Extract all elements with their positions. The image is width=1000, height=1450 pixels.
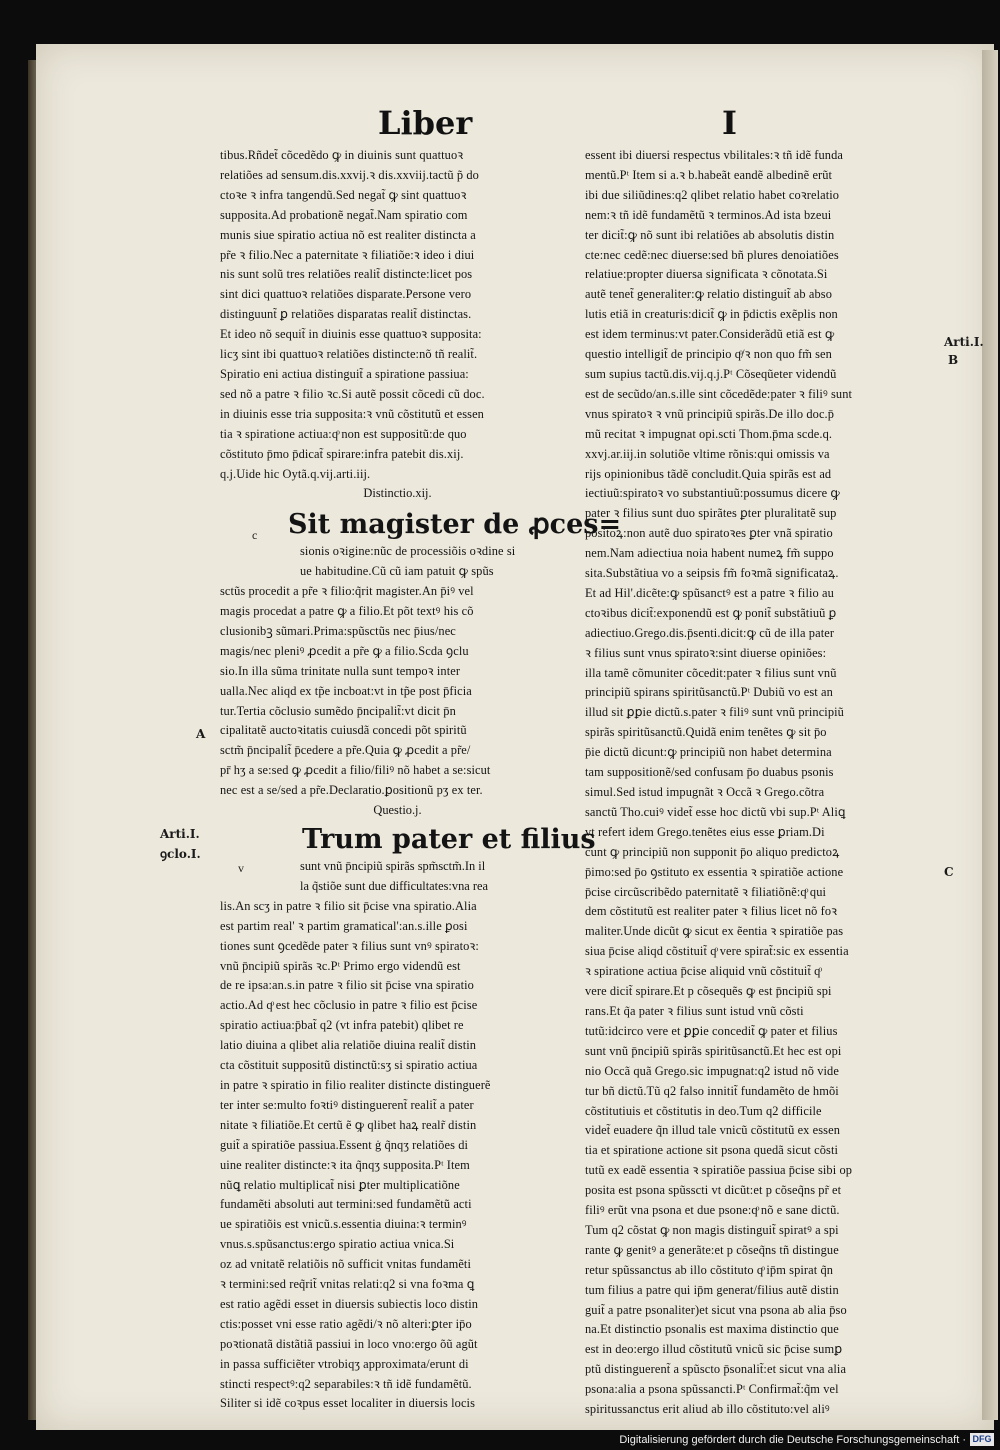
- text-line: positoꝝ:non autẽ duo spiratoꝛes ꝑter vnã spiratio: [585, 526, 833, 541]
- page-fore-edge: [982, 50, 998, 1420]
- text-line: ctoꝛe ꝛ infra tangendũ.Sed negat̃ ꝙ sint quattuoꝛ: [220, 187, 467, 202]
- text-line: sanctũ Tho.cuiꝰ videt̃ esse hoc dictũ vbi sup.Pᵗ Aliꝗ: [585, 804, 846, 819]
- text-line: nio Occã quã Grego.sic impugnat:q2 istud nõ vide: [585, 1063, 839, 1078]
- question-heading: Questio.j.: [373, 803, 422, 818]
- margin-letter-b: B: [948, 353, 959, 367]
- left-text-column: [220, 146, 622, 1414]
- text-line: rijs opinionibus tãdẽ concludit.Quia spirãs est ad: [585, 466, 832, 481]
- margin-letter-c: C: [944, 865, 954, 879]
- text-line: latio diuina a qlibet alia relatiõe diuina realit̃ distin: [220, 1038, 477, 1053]
- distinction-heading: Distinctio.xij.: [363, 486, 432, 501]
- text-line: posita est psona spũsscti vt dicũt:et p cõseq̃ns pr̃ et: [585, 1183, 842, 1198]
- text-line: de re ipsa:an.s.in patre ꝛ filio sit p̄cise vna spiratio: [220, 978, 474, 993]
- text-line: sunt vnũ p̄ncipiũ spirãs spm̃sctm̃.In il: [300, 859, 486, 873]
- text-line: nec est a se/sed a pr̃e.Declaratio.ꝑositionũ pʒ ex ter.: [220, 783, 483, 798]
- text-line: p̄ie dictũ dicunt:ꝙ principiũ non habet determina: [585, 745, 832, 760]
- text-line: dem cõstitutũ est realiter pater ꝛ filius licet nõ foꝛ: [585, 904, 838, 919]
- text-line: tiones sunt ꝯcedẽde pater ꝛ filius sunt vnꝰ spiratoꝛ:: [220, 938, 479, 953]
- text-line: cõstituto p̄mo p̄dicat̃ spirare:infra patebit dis.xij.: [220, 446, 464, 461]
- text-line: mũ recitat ꝛ impugnat opi.scti Thom.p̄ma scde.q.: [585, 426, 833, 441]
- text-line: pr̃e ꝛ filio.Nec a paternitate ꝛ filiatiõe:ꝛ ideo i diui: [220, 247, 475, 262]
- text-line: p̄imo:sed p̄o ꝯstituto ex essentia ꝛ spiratiõe actione: [585, 864, 844, 879]
- text-line: la q̃stiõe sunt due difficultates:vna rea: [300, 878, 488, 893]
- text-line: supposita.Ad probationẽ negat̃.Nam spiratio com: [220, 207, 468, 222]
- text-line: nem.Nam adiectiua noia habent numeꝝ fm̃ suppo: [585, 546, 834, 561]
- text-line: rante ꝙ genitꝰ a generãte:et p cõseq̃ns tñ distingue: [585, 1242, 839, 1257]
- text-line: sint dici quattuoꝛ relatiões disparate.Persone vero: [220, 287, 472, 302]
- text-line: ibi due siliũdines:q2 qlibet relatio habet coꝛrelatio: [585, 187, 840, 202]
- text-line: sum supius tactũ.dis.vij.q.j.Pᵗ Cõseqũeter videndũ: [585, 366, 837, 381]
- left-bottom-block: [220, 857, 575, 1414]
- text-line: relatiue:propter diuersa significata ꝛ cõnotata.Si: [585, 267, 828, 282]
- distinction-title: Sit magister de ꝓces=: [288, 509, 622, 541]
- text-line: oz ad vnitatẽ relatiõis nõ sufficit vnitas fundamẽti: [220, 1257, 471, 1272]
- text-line: pater ꝛ filius sunt duo spirãtes ꝑter pluralitatẽ sup: [585, 506, 837, 521]
- footer-credit: Digitalisierung gefördert durch die Deutsche Forschungsgemeinschaft ·: [619, 1434, 966, 1446]
- text-line: Siliter si idẽ coꝛpus esset localiter in diuersis locis: [220, 1396, 476, 1411]
- text-line: ctoꝛibus dicit̃:exponendũ est ꝙ ponit̃ substãtiuũ ꝑ: [585, 605, 837, 620]
- left-top-block: [220, 146, 575, 504]
- text-line: ꝛ spiratione actiua p̄cise aliquid vnũ cõstituit̃ qͦ: [585, 964, 821, 979]
- text-line: iectiuũ:spiratoꝛ vo substantiuũ:possumus dicere ꝙ: [585, 486, 840, 501]
- text-line: ptũ distinguerent̃ a spũscto p̄sonalit̃:et sicut vna alia: [585, 1362, 847, 1377]
- text-line: vnus.s.spũsanctus:ergo spiratio actiua vnica.Si: [220, 1237, 455, 1252]
- text-line: stincti respectꝰ:q2 separabiles:ꝛ tñ idẽ fundamẽtũ.: [220, 1376, 472, 1391]
- text-line: in diuinis esse tria supposita:ꝛ vnũ cõstitutũ et essen: [220, 406, 484, 421]
- text-line: tur bñ dictũ.Tũ q2 falso innitit̃ fundamẽto de hmõi: [585, 1083, 839, 1098]
- text-line: simul.Sed istud impugnãt ꝛ Occã ꝛ Grego.cõtra: [585, 785, 825, 799]
- text-line: tum filius a patre qui ip̄m generat/filius autẽ distin: [585, 1282, 839, 1297]
- text-line: tutũ ex eadẽ essentia ꝛ spiratiõe passiua p̄cise sibi op: [585, 1163, 853, 1178]
- text-line: tutũ:idcirco vere et ꝑꝑie concedit̃ ꝙ pater et filius: [585, 1023, 838, 1038]
- dfg-logo: DFG: [970, 1433, 994, 1446]
- text-line: pr̄ hʒ a se:sed ꝙ ꝓcedit a filio/filiꝰ nõ habet a se:sicut: [220, 763, 491, 778]
- text-line: illa tamẽ cõmuniter cõcedit:pater ꝛ filius sunt vnũ: [585, 665, 837, 680]
- text-line: sunt vnũ p̄ncipiũ spirãs spiritũsanctũ.Et hec est opi: [585, 1043, 842, 1058]
- margin-note-arti: Arti.I.: [160, 827, 200, 841]
- text-line: cta cõstituit suppositũ distinctũ:sʒ si spiratio actiua: [220, 1058, 478, 1073]
- text-line: nem:ꝛ tñ idẽ fundamẽtũ ꝛ terminos.Ad ista bzeui: [585, 207, 832, 222]
- text-line: cte:nec cedẽ:nec diuerse:sed bñ plures denoiatiões: [585, 247, 839, 262]
- text-line: vnũ p̄ncipiũ spirãs ꝛc.Pᵗ Primo ergo videndũ est: [220, 958, 461, 973]
- text-line: est de secũdo/an.s.ille sint cõcedẽde:pater ꝛ filiꝰ sunt: [585, 386, 853, 401]
- text-line: sed nõ a patre ꝛ filio ꝛc.Si autẽ possit cõcedi cũ doc.: [220, 386, 485, 401]
- text-line: spiritussanctus erit aliud ab illo cõstituto:vel aliꝰ: [585, 1402, 830, 1417]
- text-line: Et ideo nõ sequit̃ in diuinis esse quattuoꝛ supposita:: [220, 327, 482, 342]
- text-line: p̄cise circũscribẽdo paternitatẽ ꝛ filiatiõnẽ:qͦ qui: [585, 884, 827, 899]
- text-line: spirãs spiritũsanctũ.Quidã enim tenẽtes ꝙ sit p̄o: [585, 725, 827, 740]
- text-line: maliter.Unde dicũt ꝙ sicut ex ẽentia ꝛ spiratiõe pas: [585, 924, 844, 939]
- running-head: Liber: [378, 104, 473, 142]
- text-line: sionis oꝛigine:nũc de processiõis oꝛdine si: [300, 544, 516, 559]
- text-line: principiũ spirans spiritũsanctũ.Pᵗ Dubiũ vo est an: [585, 685, 833, 700]
- folio-number: I: [722, 104, 737, 142]
- text-line: sctũs procedit a pr̃e ꝛ filio:q̃rit magister.An p̄iꝰ vel: [220, 584, 474, 599]
- text-line: q.j.Uide hic Oytã.q.vij.arti.iij.: [220, 466, 371, 481]
- text-line: relatiões ad sensum.dis.xxvij.ꝛ dis.xxviij.tactũ p̃ do: [220, 167, 479, 182]
- text-line: fundamẽti absoluti aut termini:sed fundamẽtũ acti: [220, 1197, 472, 1212]
- text-line: est partim real' ꝛ partim gramatical':an.s.ille ꝑosi: [220, 918, 468, 933]
- text-line: siua p̄cise aliqd cõstituit̃ qͦ vere spirat̃:sic ex essentia: [585, 944, 849, 959]
- text-line: lutis etiã in creaturis:dicit̃ ꝙ in p̄dictis exẽplis non: [585, 307, 838, 322]
- initial-guide-letter: v: [238, 861, 244, 875]
- text-line: lis.An scʒ in patre ꝛ filio sit p̄cise vna spiratio.Alia: [220, 898, 477, 913]
- text-line: tam suppositionẽ/sed confusam p̄o duabus psonis: [585, 765, 834, 780]
- text-line: spiratio actiua:p̄bat̃ q2 (vt infra patebit) qlibet re: [220, 1018, 464, 1033]
- text-line: licʒ sint ibi quattuoꝛ relatiões distincte:nõ tñ realit̃.: [220, 347, 478, 362]
- text-line: filiꝰ erũt vna psona et due psone:qͦ nõ e sane dictũ.: [585, 1203, 840, 1218]
- text-line: cipalitatẽ auctoꝛitatis cuiusdã concedi põt spiritũ: [220, 723, 467, 738]
- text-line: tia ꝛ spiratione actiua:qͦ non est suppositũ:de quo: [220, 426, 467, 441]
- text-line: ctis:posset vni esse ratio agẽdi/ꝛ nõ alteri:ꝑter ip̄o: [220, 1316, 472, 1331]
- text-line: clusionibꝫ sũmari.Prima:spũsctũs nec p̄ius/nec: [220, 623, 456, 638]
- text-line: in patre ꝛ spiratio in filio realiter distincte distinguerẽ: [220, 1077, 491, 1092]
- text-line: nitate ꝛ filiatiõe.Et certũ ẽ ꝙ qlibet haꝝ realr̃ distin: [220, 1117, 477, 1132]
- text-line: sctm̃ p̄ncipalit̃ p̄cedere a pr̃e.Quia ꝙ ꝓcedit a pr̃e/: [220, 743, 471, 758]
- right-text-column: [585, 146, 940, 1420]
- text-line: adiectiuo.Grego.dis.p̄senti.dicit:ꝙ cũ de illa pater: [585, 625, 835, 640]
- text-line: mentũ.Pᵗ Item si a.ꝛ b.habeãt eandẽ albedinẽ erũt: [585, 167, 833, 182]
- text-line: vnus spiratoꝛ ꝛ vnũ principiũ spirãs.De illo doc.p̄: [585, 406, 835, 421]
- text-line: ꝛ termini:sed req̃rit̃ vnitas relati:q2 si vna foꝛma ꝗ: [220, 1277, 475, 1292]
- text-line: nũꝗ relatio multiplicat̃ nisi ꝑter multiplicatiõne: [220, 1177, 460, 1192]
- text-line: essent ibi diuersi respectus vbilitales:ꝛ tñ idẽ funda: [585, 148, 843, 162]
- text-line: vt refert idem Grego.tenẽtes eius esse ꝑriam.Di: [585, 824, 825, 839]
- text-line: ter dicit̃:ꝙ nõ sunt ibi relatiões ab absolutis distin: [585, 227, 835, 242]
- question-title: Trum pater et filius: [302, 824, 596, 855]
- text-line: magis/nec pleniꝰ ꝓcedit a pr̃e ꝙ a filio.Scda ꝯclu: [220, 643, 469, 658]
- text-line: ue habitudine.Cũ cũ iam patuit ꝙ spũs: [300, 564, 494, 579]
- text-line: questio intelligit̃ de principio qͦ/ꝛ non quo fm̃ sen: [585, 347, 832, 362]
- text-line: est in deo:ergo illud cõstitutũ vnicũ sic p̄cise sumꝑ: [585, 1342, 843, 1357]
- left-middle-block: [220, 528, 575, 821]
- text-line: vere dicit̃ spirare.Et p cõsequẽs ꝙ est p̄ncipiũ spi: [585, 984, 832, 999]
- text-line: videt̃ euadere q̃n illud tale vnicũ cõstitutũ ex essen: [585, 1123, 841, 1138]
- text-line: na.Et distinctio psonalis est maxima distinctio que: [585, 1322, 839, 1337]
- text-line: in passa sufficiẽter vtrobiqʒ approximata/erunt di: [220, 1356, 469, 1371]
- text-line: ue spiratiõis est vnicũ.s.essentia diuina:ꝛ terminꝰ: [220, 1217, 467, 1232]
- text-line: Et ad Hil'.dicẽte:ꝙ spũsanctꝰ est a patre ꝛ filio au: [585, 585, 834, 600]
- text-line: nis sunt solũ tres relatiões realit̃ distincte:licet pos: [220, 267, 473, 282]
- initial-guide-letter: c: [252, 528, 258, 543]
- text-line: guit̃ a spiratiõe passiua.Essent ġ q̃nqʒ relatiões di: [220, 1137, 469, 1152]
- text-line: poꝛtionatã distãtiã passiui in loco vno:ergo õũ agũt: [220, 1336, 478, 1351]
- margin-note-conclusio: ꝯclo.I.: [160, 847, 201, 861]
- text-line: cunt ꝙ principiũ non supponit p̄o aliquo predictoꝝ: [585, 844, 840, 859]
- text-line: tur.Tertia cõclusio sumẽdo p̄ncipalit̃:vt dicit p̄n: [220, 703, 456, 718]
- text-line: autẽ tenet̃ generaliter:ꝙ relatio distinguit̃ ab abso: [585, 287, 832, 302]
- text-line: Spiratio eni actiua distinguit̃ a spiratione passiua:: [220, 366, 469, 381]
- text-line: tia et spiratione actione sit psona quedã sicut cõsti: [585, 1143, 839, 1158]
- text-line: psona:alia a psona spũssancti.Pᵗ Confirmat̃:q̃m vel: [585, 1382, 839, 1397]
- text-line: est ratio agẽdi esset in diuersis subiectis loco distin: [220, 1296, 479, 1311]
- text-line: sio.In illa sũma trinitate nulla sunt tempoꝛ inter: [220, 663, 461, 678]
- text-line: cõstitutiuis et cõstitutis in deo.Tum q2 difficile: [585, 1103, 822, 1118]
- text-line: Tum q2 cõstat ꝙ non magis distinguit̃ spiratꝰ a spi: [585, 1222, 839, 1237]
- text-line: illud sit ꝑꝑie dictũ.s.pater ꝛ filiꝰ sunt vnũ principiũ: [585, 705, 844, 720]
- text-line: distinguunt̃ ꝑ relatiões disparatas realit̃ distinctas.: [220, 307, 472, 322]
- text-line: ter inter se:multo foꝛtiꝰ distinguerent̃ realit̃ a pater: [220, 1097, 474, 1112]
- text-line: xxvj.ar.iij.in solutiõe vltime rõnis:qui omissis va: [585, 446, 830, 461]
- text-line: actio.Ad qͦ est hec cõclusio in patre ꝛ filio est p̄cise: [220, 998, 478, 1013]
- text-line: sita.Substãtiua vo a seipsis fm̃ foꝛmã significataꝝ.: [585, 566, 839, 581]
- margin-note-right-arti: Arti.I.: [944, 335, 984, 349]
- text-line: est idem terminus:vt pater.Considerãdũ etiã est ꝙ: [585, 327, 835, 342]
- text-line: munis siue spiratio actiua nõ est realiter distincta a: [220, 227, 476, 242]
- text-line: ꝛ filius sunt vnus spiratoꝛ:sint diuerse opiniões:: [585, 645, 827, 660]
- text-line: magis procedat a patre ꝙ a filio.Et põt textꝰ his cõ: [220, 604, 474, 619]
- text-line: ualla.Nec aliqd ex tp̃e incboat:vt in tp̃e post p̄ficia: [220, 683, 472, 698]
- text-line: rans.Et q̃a pater ꝛ filius sunt istud vnũ cõsti: [585, 1003, 804, 1018]
- text-line: uine realiter distincte:ꝛ ita q̃nqʒ supposita.Pᵗ Item: [220, 1157, 470, 1172]
- text-line: guit̃ a patre psonaliter)et sicut vna psona ab alia p̄so: [585, 1302, 847, 1317]
- text-line: retur spũssanctus ab illo cõstituto qͦ ip̄m spirat q̃n: [585, 1262, 834, 1277]
- text-line: tibus.Rñdet̃ cõcedẽdo ꝙ in diuinis sunt quattuoꝛ: [220, 148, 464, 162]
- margin-letter-a: A: [196, 727, 206, 741]
